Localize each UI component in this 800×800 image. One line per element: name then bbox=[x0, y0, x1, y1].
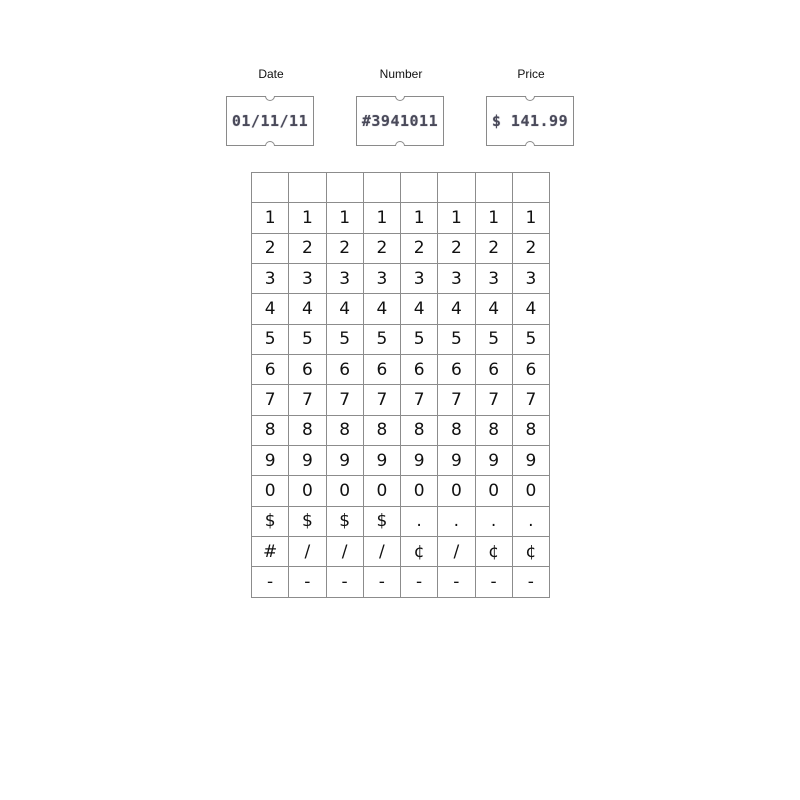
character-cell: 8 bbox=[289, 415, 326, 445]
character-cell: 8 bbox=[512, 415, 549, 445]
table-row bbox=[252, 446, 550, 476]
character-cell: - bbox=[363, 567, 400, 598]
character-cell: - bbox=[401, 567, 438, 598]
tag-notch-top bbox=[525, 96, 535, 101]
character-cell: 9 bbox=[326, 446, 363, 476]
character-cell: 4 bbox=[401, 294, 438, 324]
character-cell: 3 bbox=[475, 264, 512, 294]
character-cell: / bbox=[326, 537, 363, 567]
header-cell bbox=[252, 173, 289, 203]
number-price-tag bbox=[356, 96, 444, 146]
character-cell: 9 bbox=[512, 446, 549, 476]
tag-notch-top bbox=[395, 96, 405, 101]
character-cell: 3 bbox=[289, 264, 326, 294]
character-cell: 6 bbox=[363, 355, 400, 385]
header-cell bbox=[326, 173, 363, 203]
table-row bbox=[252, 415, 550, 445]
character-cell: 6 bbox=[289, 355, 326, 385]
number-value: #3941011 bbox=[361, 112, 439, 130]
header-cell bbox=[289, 173, 326, 203]
character-cell: 0 bbox=[512, 476, 549, 506]
character-cell: 8 bbox=[475, 415, 512, 445]
character-cell: $ bbox=[363, 506, 400, 536]
header-cell bbox=[438, 173, 475, 203]
character-cell: 8 bbox=[252, 415, 289, 445]
character-cell: $ bbox=[289, 506, 326, 536]
character-cell: 9 bbox=[252, 446, 289, 476]
character-cell: 5 bbox=[252, 324, 289, 354]
character-cell: 6 bbox=[401, 355, 438, 385]
character-cell: 2 bbox=[475, 233, 512, 263]
character-cell: # bbox=[252, 537, 289, 567]
character-cell: 2 bbox=[326, 233, 363, 263]
character-cell: 5 bbox=[438, 324, 475, 354]
character-cell: 5 bbox=[289, 324, 326, 354]
character-cell: 9 bbox=[363, 446, 400, 476]
character-cell: 7 bbox=[289, 385, 326, 415]
header-cell bbox=[401, 173, 438, 203]
header-cell bbox=[363, 173, 400, 203]
character-cell: 3 bbox=[252, 264, 289, 294]
table-header-row bbox=[252, 173, 550, 203]
character-cell: . bbox=[438, 506, 475, 536]
table-row bbox=[252, 324, 550, 354]
character-cell: 0 bbox=[401, 476, 438, 506]
character-cell: 8 bbox=[326, 415, 363, 445]
price-value: $ 141.99 bbox=[491, 112, 569, 130]
character-cell: 7 bbox=[363, 385, 400, 415]
table-row bbox=[252, 567, 550, 598]
character-cell: 1 bbox=[363, 203, 400, 233]
character-cell: $ bbox=[326, 506, 363, 536]
header-cell bbox=[512, 173, 549, 203]
character-cell: 1 bbox=[475, 203, 512, 233]
character-cell: 2 bbox=[512, 233, 549, 263]
table-row bbox=[252, 355, 550, 385]
character-cell: 3 bbox=[326, 264, 363, 294]
character-cell: . bbox=[512, 506, 549, 536]
table-row bbox=[252, 476, 550, 506]
character-cell: 8 bbox=[438, 415, 475, 445]
character-cell: 1 bbox=[512, 203, 549, 233]
character-cell: 7 bbox=[401, 385, 438, 415]
character-band-body bbox=[252, 173, 550, 598]
character-cell: 2 bbox=[252, 233, 289, 263]
price-price-tag bbox=[486, 96, 574, 146]
character-cell: 6 bbox=[326, 355, 363, 385]
table-row bbox=[252, 294, 550, 324]
character-cell: 4 bbox=[438, 294, 475, 324]
character-cell: 5 bbox=[475, 324, 512, 354]
date-value: 01/11/11 bbox=[231, 112, 309, 130]
character-cell: 2 bbox=[363, 233, 400, 263]
character-cell: 0 bbox=[475, 476, 512, 506]
character-cell: 2 bbox=[289, 233, 326, 263]
header-cell bbox=[475, 173, 512, 203]
character-cell: 6 bbox=[438, 355, 475, 385]
character-cell: 1 bbox=[401, 203, 438, 233]
character-cell: 6 bbox=[512, 355, 549, 385]
character-cell: 6 bbox=[475, 355, 512, 385]
date-label-group bbox=[226, 66, 316, 146]
number-title: Number bbox=[379, 67, 423, 81]
character-cell: 7 bbox=[438, 385, 475, 415]
character-cell: $ bbox=[252, 506, 289, 536]
character-cell: 0 bbox=[289, 476, 326, 506]
character-cell: 4 bbox=[326, 294, 363, 324]
table-row bbox=[252, 537, 550, 567]
character-cell: 3 bbox=[363, 264, 400, 294]
character-cell: 9 bbox=[475, 446, 512, 476]
character-cell: 7 bbox=[475, 385, 512, 415]
table-row bbox=[252, 203, 550, 233]
character-cell: 5 bbox=[401, 324, 438, 354]
table-row bbox=[252, 385, 550, 415]
character-cell: 4 bbox=[363, 294, 400, 324]
tag-notch-top bbox=[265, 96, 275, 101]
price-label-group bbox=[486, 66, 576, 146]
tag-notch-bottom bbox=[525, 141, 535, 146]
character-cell: 0 bbox=[326, 476, 363, 506]
character-cell: 1 bbox=[252, 203, 289, 233]
character-cell: 4 bbox=[289, 294, 326, 324]
tag-notch-bottom bbox=[395, 141, 405, 146]
character-cell: / bbox=[438, 537, 475, 567]
character-cell: 4 bbox=[512, 294, 549, 324]
character-band-table bbox=[251, 172, 550, 598]
character-cell: 9 bbox=[401, 446, 438, 476]
character-cell: 9 bbox=[289, 446, 326, 476]
table-row bbox=[252, 233, 550, 263]
character-cell: ¢ bbox=[512, 537, 549, 567]
table-row bbox=[252, 264, 550, 294]
character-cell: - bbox=[475, 567, 512, 598]
character-cell: 7 bbox=[326, 385, 363, 415]
character-cell: . bbox=[401, 506, 438, 536]
character-cell: - bbox=[252, 567, 289, 598]
character-cell: . bbox=[475, 506, 512, 536]
character-cell: 3 bbox=[401, 264, 438, 294]
character-cell: 5 bbox=[363, 324, 400, 354]
character-cell: 4 bbox=[475, 294, 512, 324]
character-cell: 0 bbox=[252, 476, 289, 506]
tag-notch-bottom bbox=[265, 141, 275, 146]
date-title: Date bbox=[258, 67, 284, 81]
table-row bbox=[252, 506, 550, 536]
character-cell: 7 bbox=[252, 385, 289, 415]
character-cell: / bbox=[363, 537, 400, 567]
character-cell: 2 bbox=[438, 233, 475, 263]
character-cell: 7 bbox=[512, 385, 549, 415]
character-cell: / bbox=[289, 537, 326, 567]
character-cell: 4 bbox=[252, 294, 289, 324]
character-cell: 0 bbox=[438, 476, 475, 506]
character-cell: ¢ bbox=[475, 537, 512, 567]
number-label-group bbox=[356, 66, 446, 146]
character-cell: 6 bbox=[252, 355, 289, 385]
character-cell: 2 bbox=[401, 233, 438, 263]
character-cell: - bbox=[326, 567, 363, 598]
price-title: Price bbox=[517, 67, 545, 81]
character-cell: 9 bbox=[438, 446, 475, 476]
character-cell: - bbox=[289, 567, 326, 598]
character-cell: 1 bbox=[289, 203, 326, 233]
character-cell: 0 bbox=[363, 476, 400, 506]
character-cell: 1 bbox=[326, 203, 363, 233]
character-cell: 5 bbox=[326, 324, 363, 354]
character-cell: - bbox=[512, 567, 549, 598]
date-price-tag bbox=[226, 96, 314, 146]
character-cell: 3 bbox=[512, 264, 549, 294]
character-cell: 3 bbox=[438, 264, 475, 294]
character-cell: 8 bbox=[401, 415, 438, 445]
character-cell: ¢ bbox=[401, 537, 438, 567]
character-cell: 1 bbox=[438, 203, 475, 233]
character-cell: 8 bbox=[363, 415, 400, 445]
character-cell: - bbox=[438, 567, 475, 598]
character-cell: 5 bbox=[512, 324, 549, 354]
